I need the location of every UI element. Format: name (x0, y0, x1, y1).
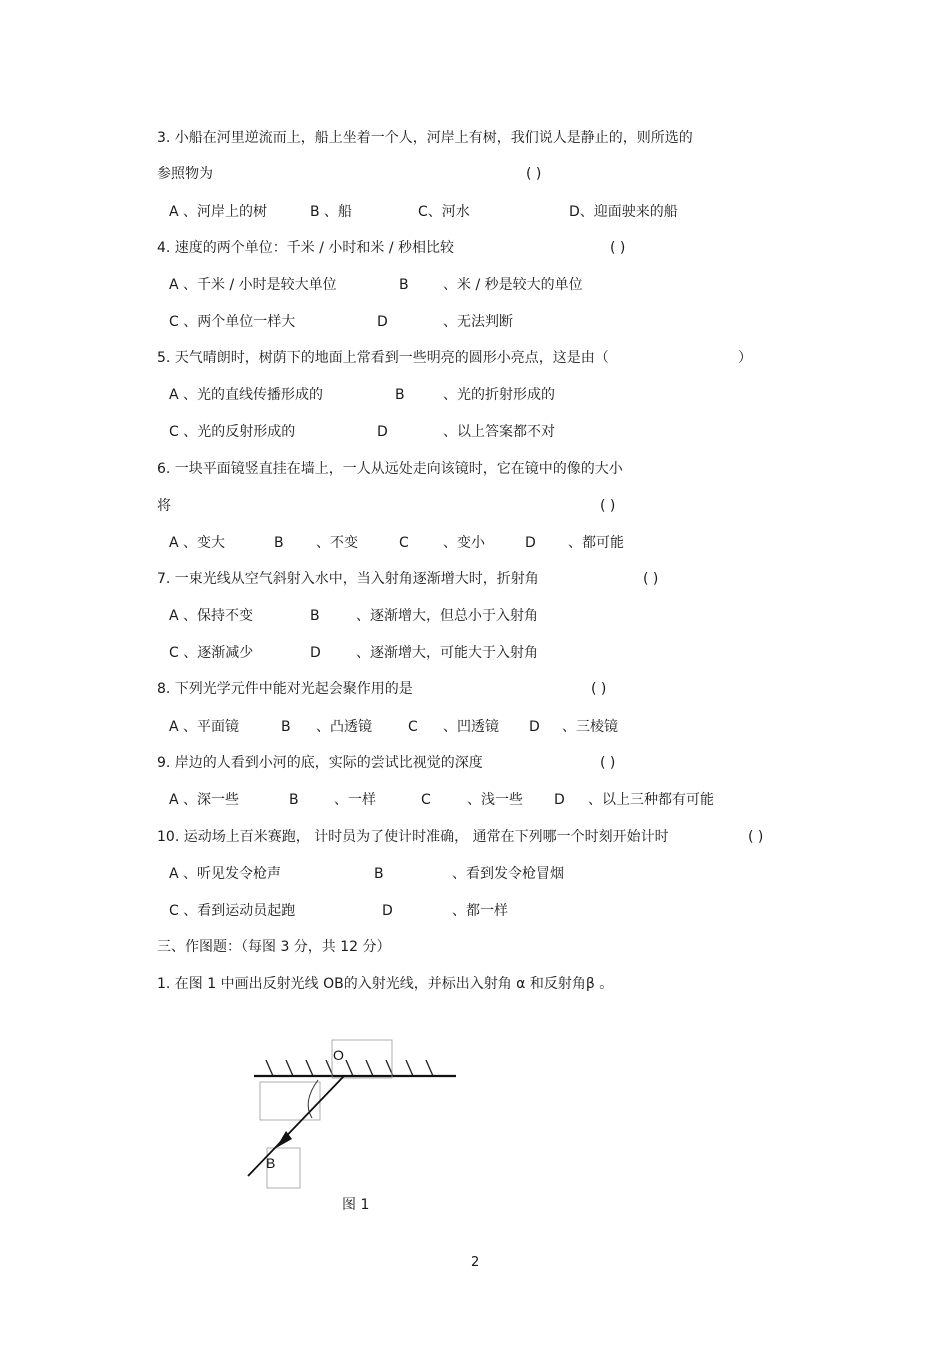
q9-option-c-letter: C (421, 792, 431, 808)
q8-option-d-letter: D (529, 719, 540, 735)
q4-option-d: 、无法判断 (443, 314, 513, 330)
q4-option-a: A 、千米 / 小时是较大单位 (169, 277, 337, 293)
q10-option-b-letter: B (374, 866, 384, 882)
q3-option-b: B 、船 (310, 204, 353, 220)
q8-option-c-letter: C (408, 719, 418, 735)
q10-answer-paren: ( ) (748, 829, 764, 845)
point-b-label: B (266, 1155, 276, 1171)
q7-option-d: 、逐渐增大，可能大于入射角 (356, 645, 538, 661)
q9-option-b-letter: B (289, 792, 299, 808)
q4-option-b: 、米 / 秒是较大的单位 (443, 277, 583, 293)
q6-option-b-letter: B (274, 535, 284, 551)
q7-option-c: C 、逐渐减少 (169, 645, 254, 661)
q9-text: 9. 岸边的人看到小河的底，实际的尝试比视觉的深度 (157, 755, 483, 771)
q8-text: 8. 下列光学元件中能对光起会聚作用的是 (157, 681, 413, 697)
figure-caption: 图 1 (342, 1197, 370, 1213)
q4-answer-paren: ( ) (610, 240, 626, 256)
q6-option-b: 、不变 (316, 535, 358, 551)
q9-option-d-letter: D (554, 792, 565, 808)
q5-option-c: C 、光的反射形成的 (169, 424, 296, 440)
q6-answer-paren: ( ) (600, 498, 616, 514)
q6-option-c: 、变小 (443, 535, 485, 551)
q6-text-line2: 将 (157, 498, 171, 514)
q10-option-b: 、看到发令枪冒烟 (452, 866, 564, 882)
q10-option-a: A 、听见发令枪声 (169, 866, 282, 882)
q3-answer-paren: ( ) (526, 166, 542, 182)
q3-text-line1: 3. 小船在河里逆流而上，船上坐着一个人，河岸上有树，我们说人是静止的，则所选的 (157, 130, 693, 146)
q6-option-c-letter: C (399, 535, 409, 551)
q3-option-c: C、河水 (418, 204, 470, 220)
q3-option-a: A 、河岸上的树 (169, 204, 268, 220)
q6-text-line1: 6. 一块平面镜竖直挂在墙上，一人从远处走向该镜时，它在镜中的像的大小 (157, 461, 623, 477)
q8-option-c: 、凹透镜 (443, 719, 499, 735)
q7-option-d-letter: D (310, 645, 321, 661)
q9-option-a: A 、深一些 (169, 792, 240, 808)
q3-option-d: D、迎面驶来的船 (569, 204, 678, 220)
q7-option-a: A 、保持不变 (169, 608, 254, 624)
q5-option-d: 、以上答案都不对 (443, 424, 555, 440)
reflected-ray-ob (248, 1076, 344, 1176)
q10-text: 10. 运动场上百米赛跑， 计时员为了使计时准确， 通常在下列哪一个时刻开始计时 (157, 829, 669, 845)
q8-option-b-letter: B (281, 719, 291, 735)
point-o-label: O (333, 1047, 344, 1063)
q7-option-b-letter: B (310, 608, 320, 624)
q5-option-d-letter: D (377, 424, 388, 440)
mirror-hatching (266, 1060, 433, 1076)
q8-option-d: 、三棱镜 (562, 719, 618, 735)
q8-option-a: A 、平面镜 (169, 719, 240, 735)
q4-option-b-letter: B (399, 277, 409, 293)
q7-option-b: 、逐渐增大，但总小于入射角 (356, 608, 538, 624)
q6-option-d: 、都可能 (568, 535, 624, 551)
drawing-question-1: 1. 在图 1 中画出反射光线 OB的入射光线，并标出入射角 α 和反射角β 。 (157, 976, 614, 992)
q6-option-d-letter: D (525, 535, 536, 551)
q7-text: 7. 一束光线从空气斜射入水中，当入射角逐渐增大时，折射角 (157, 571, 539, 587)
q5-option-b: 、光的折射形成的 (443, 387, 555, 403)
q5-option-a: A 、光的直线传播形成的 (169, 387, 324, 403)
q5-answer-paren: ） (738, 350, 752, 366)
q4-option-d-letter: D (377, 314, 388, 330)
q8-answer-paren: ( ) (591, 681, 607, 697)
q7-answer-paren: ( ) (643, 571, 659, 587)
q8-option-b: 、凸透镜 (316, 719, 372, 735)
section-title: 三、作图题：（每图 3 分，共 12 分） (157, 939, 391, 955)
q10-option-d: 、都一样 (452, 903, 508, 919)
q9-answer-paren: ( ) (600, 755, 616, 771)
q4-text: 4. 速度的两个单位：千米 / 小时和米 / 秒相比较 (157, 240, 455, 256)
q3-text-line2: 参照物为 (157, 166, 213, 182)
q10-option-c: C 、看到运动员起跑 (169, 903, 296, 919)
page-number: 2 (471, 1255, 480, 1270)
q5-option-b-letter: B (395, 387, 405, 403)
reflection-figure (240, 1030, 470, 1190)
q9-option-b: 、一样 (334, 792, 376, 808)
q9-option-c: 、浅一些 (467, 792, 523, 808)
angle-box (260, 1082, 320, 1120)
q10-option-d-letter: D (382, 903, 393, 919)
q4-option-c: C 、两个单位一样大 (169, 314, 296, 330)
q5-text: 5. 天气晴朗时，树荫下的地面上常看到一些明亮的圆形小亮点，这是由（ (157, 350, 609, 366)
q6-option-a: A 、变大 (169, 535, 226, 551)
q9-option-d: 、以上三种都有可能 (588, 792, 714, 808)
